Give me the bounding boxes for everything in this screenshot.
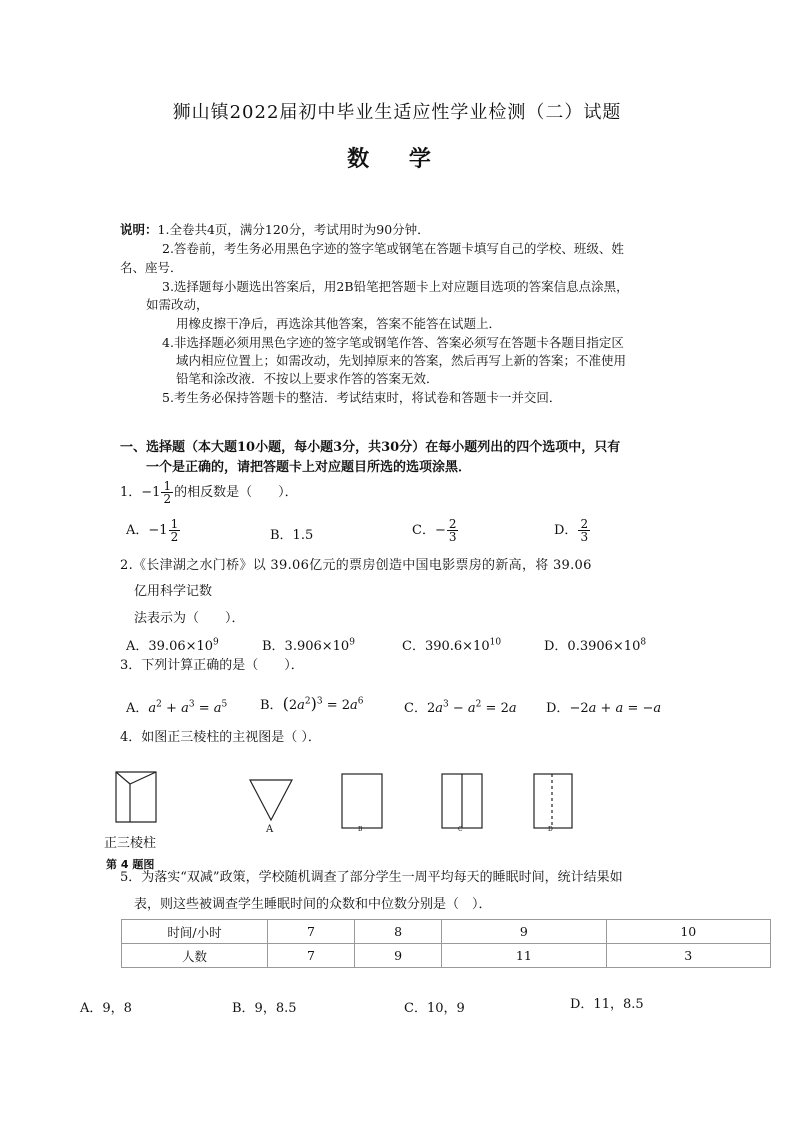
q2-option-c	[402, 635, 501, 654]
table-header-time: 时间/小时	[122, 920, 268, 944]
q5-option-d: D．11，8.5	[570, 997, 644, 1012]
q5-option-c: C．10，9	[404, 1001, 465, 1016]
option-a-triangle	[248, 778, 294, 822]
q1-option-c	[412, 518, 459, 543]
q2-b-text: B．3.906×10	[262, 639, 350, 654]
q3-option-b: B．$(2a^2)^3 = 2a^6$	[260, 694, 364, 713]
instructions-label: 说明：	[120, 222, 158, 237]
q1-c-denominator: 3	[448, 530, 457, 544]
q2-c-text: C．390.6×10	[402, 639, 490, 654]
q2-option-b	[262, 635, 355, 654]
instructions-item-3b: 如需改动，	[146, 297, 209, 312]
q2-d-text: D．0.3906×10	[544, 639, 641, 654]
instructions-item-2a: 2.答卷前，考生务必用黑色字迹的签字笔或钢笔在答题卡填写自己的学校、班级、姓	[162, 241, 624, 256]
question-2-line3: 法表示为（ ）．	[134, 611, 245, 626]
subject-title: 数 学	[347, 146, 447, 172]
question-2-line1: 2.《长津湖之水门桥》以 39.06亿元的票房创造中国电影票房的新高，将 39.06	[120, 558, 592, 573]
q1-d-label: D．	[554, 523, 578, 538]
q1-a-denominator: 2	[170, 530, 179, 544]
instructions-item-1	[120, 220, 430, 238]
question-5-line1: 5．为落实“双减”政策，学校随机调查了部分学生一周平均每天的睡眠时间，统计结果如	[120, 870, 623, 885]
section-heading-line2: 一个是正确的，请把答题卡上对应题目所选的选项涂黑．	[146, 460, 472, 475]
q2-option-d	[544, 635, 646, 654]
table-header-count: 人数	[122, 944, 268, 968]
question-5-line2: 表，则这些被调查学生睡眠时间的众数和中位数分别是（ ）．	[134, 897, 492, 912]
instructions-item-3a: 3.选择题每小题选出答案后，用2B铅笔把答题卡上对应题目选项的答案信息点涂黑，	[162, 279, 629, 294]
q2-c-exponent: 10	[489, 637, 502, 648]
table-row	[122, 944, 771, 968]
exam-title: 狮山镇2022届初中毕业生适应性学业检测（二）试题	[172, 102, 622, 123]
table-cell: 9	[355, 944, 442, 968]
rectangle-d-shape	[534, 774, 572, 828]
option-c-rectangle	[440, 772, 484, 830]
instructions-text: 1.全卷共4页，满分120分，考试用时为90分钟．	[157, 222, 430, 237]
q3-c-label: C．	[404, 701, 427, 716]
q1-a-label: A．	[126, 523, 149, 538]
q1-number: 1．	[120, 485, 142, 500]
q1-c-label: C．−	[412, 523, 446, 538]
table-cell: 9	[442, 920, 606, 944]
option-d-rectangle	[532, 772, 576, 830]
q3-a-label: A．	[126, 701, 149, 716]
table-cell: 10	[606, 920, 770, 944]
figure-caption: 第 4 题图	[106, 858, 155, 871]
sleep-time-table	[121, 919, 771, 968]
q1-fraction	[161, 480, 173, 505]
q1-option-d	[554, 518, 591, 543]
q1-c-numerator: 2	[448, 517, 457, 531]
instructions-item-4a: 4.非选择题必须用黑色字迹的签字笔或钢笔作答、答案必须写在答题卡各题目指定区	[162, 335, 624, 350]
q1-a-whole: −1	[148, 523, 168, 538]
prism-outline	[116, 772, 156, 822]
q2-option-a	[126, 635, 219, 654]
q1-a-numerator: 1	[170, 517, 179, 531]
q1-whole: −1	[141, 485, 161, 500]
table-cell: 7	[268, 920, 355, 944]
q1-option-a	[126, 518, 181, 543]
prism-edge-left	[116, 772, 130, 784]
option-b-rectangle	[340, 772, 384, 830]
option-d-label: D	[548, 826, 553, 832]
q3-option-c: C．$2a^3 - a^2 = 2a$	[404, 699, 517, 716]
q1-c-fraction	[447, 518, 459, 543]
q2-d-exponent: 8	[640, 637, 647, 648]
option-c-label: C	[458, 826, 463, 832]
q2-a-exponent: 9	[213, 637, 219, 648]
q2-a-text: A．39.06×10	[126, 639, 214, 654]
q5-option-b: B．9，8.5	[232, 1001, 297, 1016]
q1-d-denominator: 3	[580, 530, 589, 544]
table-cell: 8	[355, 920, 442, 944]
section-heading-line1: 一、选择题（本大题10小题，每小题3分，共30分）在每小题列出的四个选项中，只有	[120, 440, 621, 455]
instructions-item-3c: 用橡皮擦干净后，再选涂其他答案，答案不能答在试题上．	[176, 316, 502, 331]
q3-b-label: B．	[260, 698, 283, 713]
q1-d-numerator: 2	[580, 517, 589, 531]
q3-option-a: A．$a^2 + a^3 = a^5$	[126, 699, 228, 716]
table-row	[122, 920, 771, 944]
q5-option-a: A．9，8	[80, 1001, 132, 1016]
table-cell: 3	[606, 944, 770, 968]
q3-d-label: D．	[546, 701, 570, 716]
q1-d-fraction	[578, 518, 590, 543]
q1-option-b: B．1.5	[270, 528, 314, 543]
triangle-shape	[250, 780, 292, 820]
table-cell: 7	[268, 944, 355, 968]
q3-option-d: D．−2a + a = −a	[546, 701, 662, 716]
table-cell: 11	[442, 944, 606, 968]
q1-numerator: 1	[163, 479, 172, 493]
question-1-stem	[120, 480, 298, 505]
prism-label: 正三棱柱	[104, 836, 157, 851]
option-a-label: A	[266, 824, 274, 835]
rectangle-b-shape	[342, 774, 382, 828]
instructions-item-2b: 名、座号．	[120, 260, 183, 275]
question-2-line2: 亿用科学记数	[134, 584, 213, 599]
q1-a-fraction	[169, 518, 181, 543]
q1-suffix: 的相反数是（ ）．	[174, 485, 298, 500]
option-b-label: B	[358, 826, 363, 832]
q2-b-exponent: 9	[349, 637, 355, 648]
instructions-item-4b: 域内相应位置上；如需改动，先划掉原来的答案，然后再写上新的答案；不准使用	[176, 353, 627, 368]
question-4-stem: 4．如图正三棱柱的主视图是（ ）．	[120, 730, 321, 745]
q1-denominator: 2	[163, 492, 172, 506]
question-3-stem: 3．下列计算正确的是（ ）．	[120, 658, 304, 673]
instructions-item-4c: 铅笔和涂改液．不按以上要求作答的答案无效．	[176, 371, 439, 386]
instructions-item-5: 5.考生务必保持答题卡的整洁．考试结束时，将试卷和答题卡一并交回．	[162, 390, 562, 405]
prism-edge-right	[130, 772, 156, 784]
prism-figure	[110, 768, 162, 830]
